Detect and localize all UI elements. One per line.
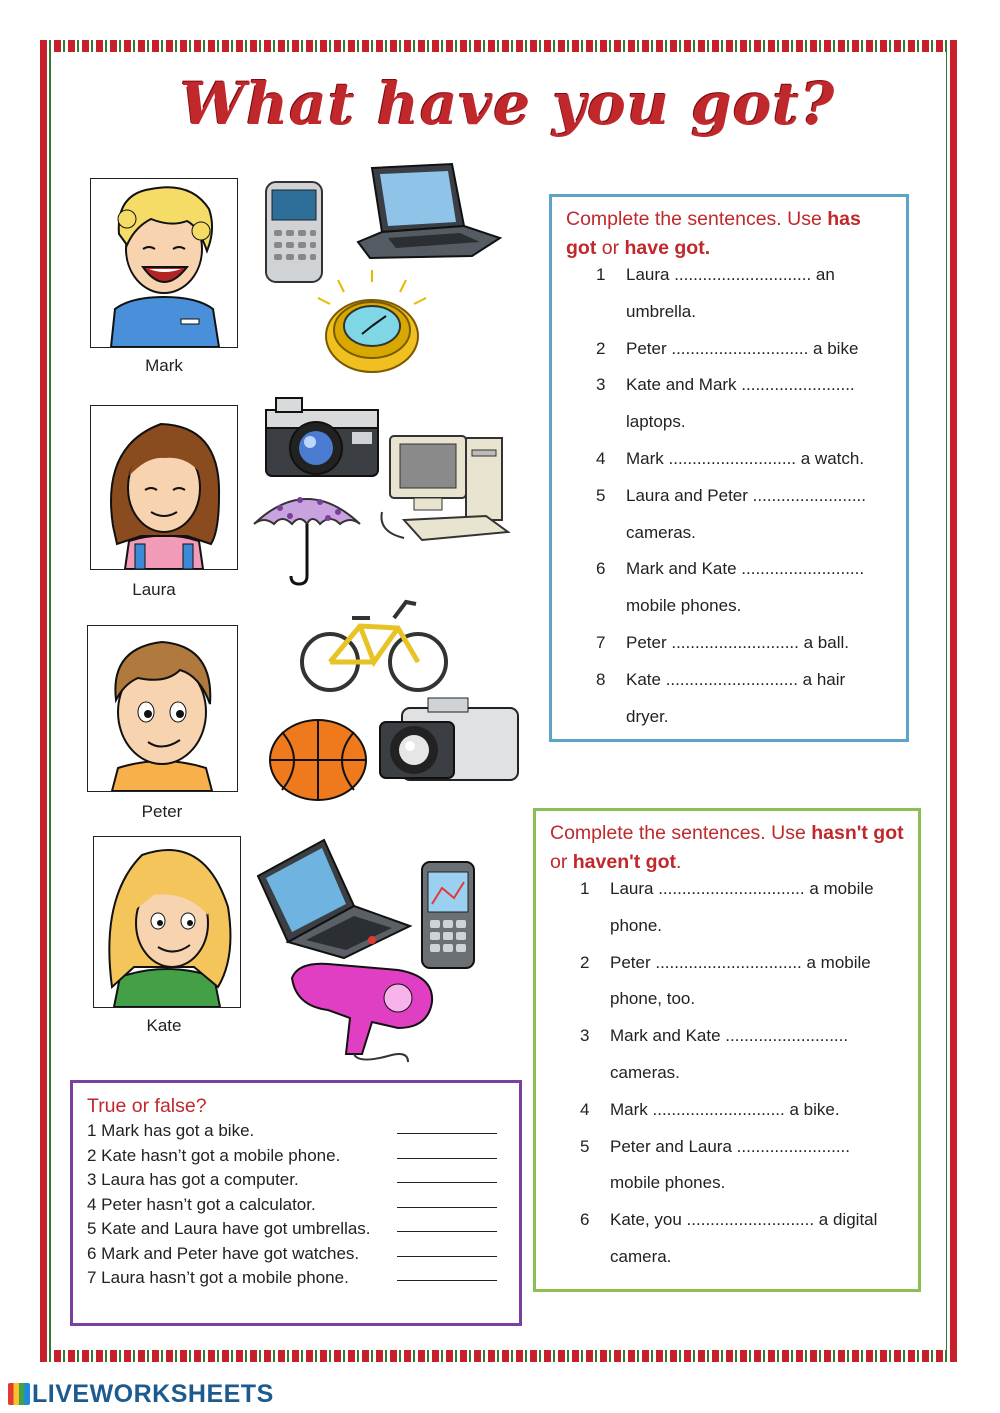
hasnt-got-item[interactable]: 6 Kate, you ........................... a digital xyxy=(580,1210,878,1230)
person-name-kate: Kate xyxy=(146,1016,182,1035)
true-false-item: 2 Kate hasn’t got a mobile phone. xyxy=(87,1144,497,1169)
has-got-item-cont: laptops. xyxy=(626,412,686,432)
liveworksheets-logo[interactable]: LIVEWORKSHEETS xyxy=(8,1380,274,1409)
hasnt-got-item[interactable]: 4 Mark ............................ a bike. xyxy=(580,1099,840,1119)
hasnt-got-item[interactable]: 2 Peter ............................... a mobile xyxy=(580,952,871,972)
watch-image xyxy=(308,268,436,379)
hasnt-got-item-cont: camera. xyxy=(610,1246,672,1266)
hasnt-got-instruction: Complete the sentences. Use hasn't got or haven't got. xyxy=(550,822,904,873)
page-title: What have you got? xyxy=(180,70,836,138)
true-false-item: 3 Laura has got a computer. xyxy=(87,1168,497,1193)
answer-blank[interactable] xyxy=(397,1193,497,1208)
true-false-item: 5 Kate and Laura have got umbrellas. xyxy=(87,1217,497,1242)
true-false-item: 6 Mark and Peter have got watches. xyxy=(87,1242,497,1267)
hasnt-got-item-cont: mobile phones. xyxy=(610,1173,726,1193)
has-got-item-cont: cameras. xyxy=(626,522,696,542)
person-name-peter: Peter xyxy=(141,802,183,821)
answer-blank[interactable] xyxy=(397,1168,497,1183)
hasnt-got-item-cont: cameras. xyxy=(610,1062,680,1082)
hasnt-got-item-cont: phone. xyxy=(610,915,662,935)
has-got-item[interactable]: 8 Kate ............................ a hair xyxy=(596,669,846,689)
portrait-peter xyxy=(87,625,238,792)
has-got-item-cont: dryer. xyxy=(626,706,669,726)
has-got-exercise xyxy=(549,194,909,742)
answer-blank[interactable] xyxy=(397,1266,497,1281)
true-false-item: 7 Laura hasn’t got a mobile phone. xyxy=(87,1266,497,1291)
has-got-item-cont: mobile phones. xyxy=(626,596,742,616)
answer-blank[interactable] xyxy=(397,1144,497,1159)
answer-blank[interactable] xyxy=(397,1119,497,1134)
has-got-item[interactable]: 4 Mark ........................... a watch. xyxy=(596,448,865,468)
person-name-laura: Laura xyxy=(132,580,176,599)
has-got-item-cont: umbrella. xyxy=(626,301,696,321)
liveworksheets-icon xyxy=(8,1383,30,1405)
true-false-item: 4 Peter hasn’t got a calculator. xyxy=(87,1193,497,1218)
portrait-kate xyxy=(93,836,241,1008)
true-false-item: 1 Mark has got a bike. xyxy=(87,1119,497,1144)
hasnt-got-item[interactable]: 1 Laura ............................... a mobile xyxy=(580,879,874,898)
basketball-image xyxy=(266,718,370,807)
has-got-item[interactable]: 3 Kate and Mark ........................ xyxy=(596,375,855,395)
has-got-item[interactable]: 2 Peter ............................. a bike xyxy=(596,338,859,358)
hasnt-got-item-cont: phone, too. xyxy=(610,989,696,1009)
hair-dryer-image xyxy=(288,958,438,1071)
answer-blank[interactable] xyxy=(397,1217,497,1232)
computer-image xyxy=(378,428,514,553)
has-got-item[interactable]: 7 Peter ........................... a ball. xyxy=(596,632,849,652)
laptop-image xyxy=(352,162,504,267)
hasnt-got-item[interactable]: 5 Peter and Laura ........................ xyxy=(580,1136,851,1156)
portrait-mark xyxy=(90,178,238,348)
has-got-item[interactable]: 5 Laura and Peter ........................ xyxy=(596,485,867,505)
laptop-image-2 xyxy=(254,836,414,965)
answer-blank[interactable] xyxy=(397,1242,497,1257)
digital-camera-image xyxy=(378,694,522,795)
portrait-laura xyxy=(90,405,238,570)
umbrella-image xyxy=(250,484,364,591)
bike-image xyxy=(298,592,450,701)
person-name-mark: Mark xyxy=(145,356,183,375)
hasnt-got-item[interactable]: 3 Mark and Kate .......................... xyxy=(580,1026,849,1046)
true-false-exercise xyxy=(70,1080,522,1326)
true-false-heading: True or false? xyxy=(87,1095,207,1117)
hasnt-got-exercise xyxy=(533,808,921,1292)
has-got-item[interactable]: 1 Laura ............................. an xyxy=(596,265,835,284)
has-got-instruction: Complete the sentences. Use has got or have got. xyxy=(566,208,861,259)
camera-image xyxy=(262,392,382,487)
has-got-item[interactable]: 6 Mark and Kate .......................... xyxy=(596,559,865,579)
